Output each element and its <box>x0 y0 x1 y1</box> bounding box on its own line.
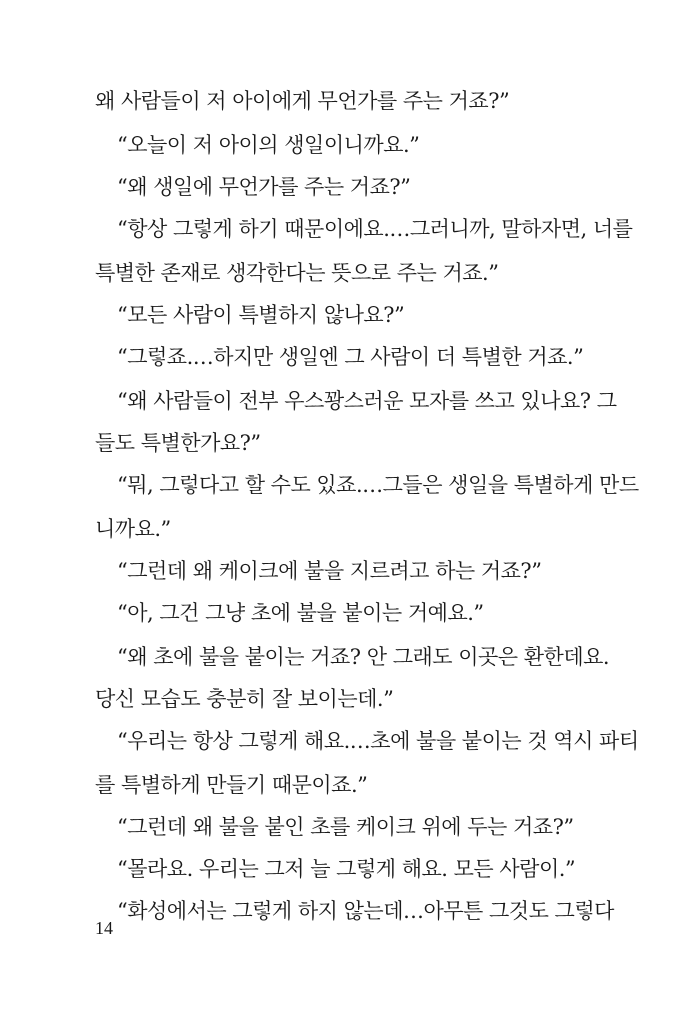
text-line-8: “왜 사람들이 전부 우스꽝스러운 모자를 쓰고 있나요? 그 <box>117 389 617 413</box>
text-line-1: 왜 사람들이 저 아이에게 무언가를 주는 거죠?” <box>95 89 510 113</box>
text-line-5: 특별한 존재로 생각한다는 뜻으로 주는 거죠.” <box>95 261 499 285</box>
page-number: 14 <box>95 918 113 938</box>
text-line-18: “그런데 왜 불을 붙인 초를 케이크 위에 두는 거죠?” <box>117 815 574 839</box>
text-line-12: “그런데 왜 케이크에 불을 지르려고 하는 거죠?” <box>117 559 542 583</box>
text-line-9: 들도 특별한가요?” <box>95 431 261 455</box>
text-line-17: 를 특별하게 만들기 때문이죠.” <box>95 773 368 797</box>
text-line-16: “우리는 항상 그렇게 해요.…초에 불을 붙이는 것 역시 파티 <box>117 729 639 753</box>
text-line-13: “아, 그건 그냥 초에 불을 붙이는 거예요.” <box>117 601 484 625</box>
text-line-19: “몰라요. 우리는 그저 늘 그렇게 해요. 모든 사람이.” <box>117 857 576 881</box>
text-line-4: “항상 그렇게 하기 때문이에요.…그러니까, 말하자면, 너를 <box>117 217 633 241</box>
text-line-10: “뭐, 그렇다고 할 수도 있죠.…그들은 생일을 특별하게 만드 <box>117 473 639 497</box>
text-line-15: 당신 모습도 충분히 잘 보이는데.” <box>95 687 394 711</box>
text-line-3: “왜 생일에 무언가를 주는 거죠?” <box>117 175 411 199</box>
text-line-2: “오늘이 저 아이의 생일이니까요.” <box>117 133 420 157</box>
text-line-7: “그렇죠.…하지만 생일엔 그 사람이 더 특별한 거죠.” <box>117 345 584 369</box>
text-line-11: 니까요.” <box>95 517 171 541</box>
text-line-14: “왜 초에 불을 붙이는 거죠? 안 그래도 이곳은 환한데요. <box>117 645 610 669</box>
text-line-20: “화성에서는 그렇게 하지 않는데…아무튼 그것도 그렇다 <box>117 899 614 923</box>
text-line-6: “모든 사람이 특별하지 않나요?” <box>117 303 405 327</box>
